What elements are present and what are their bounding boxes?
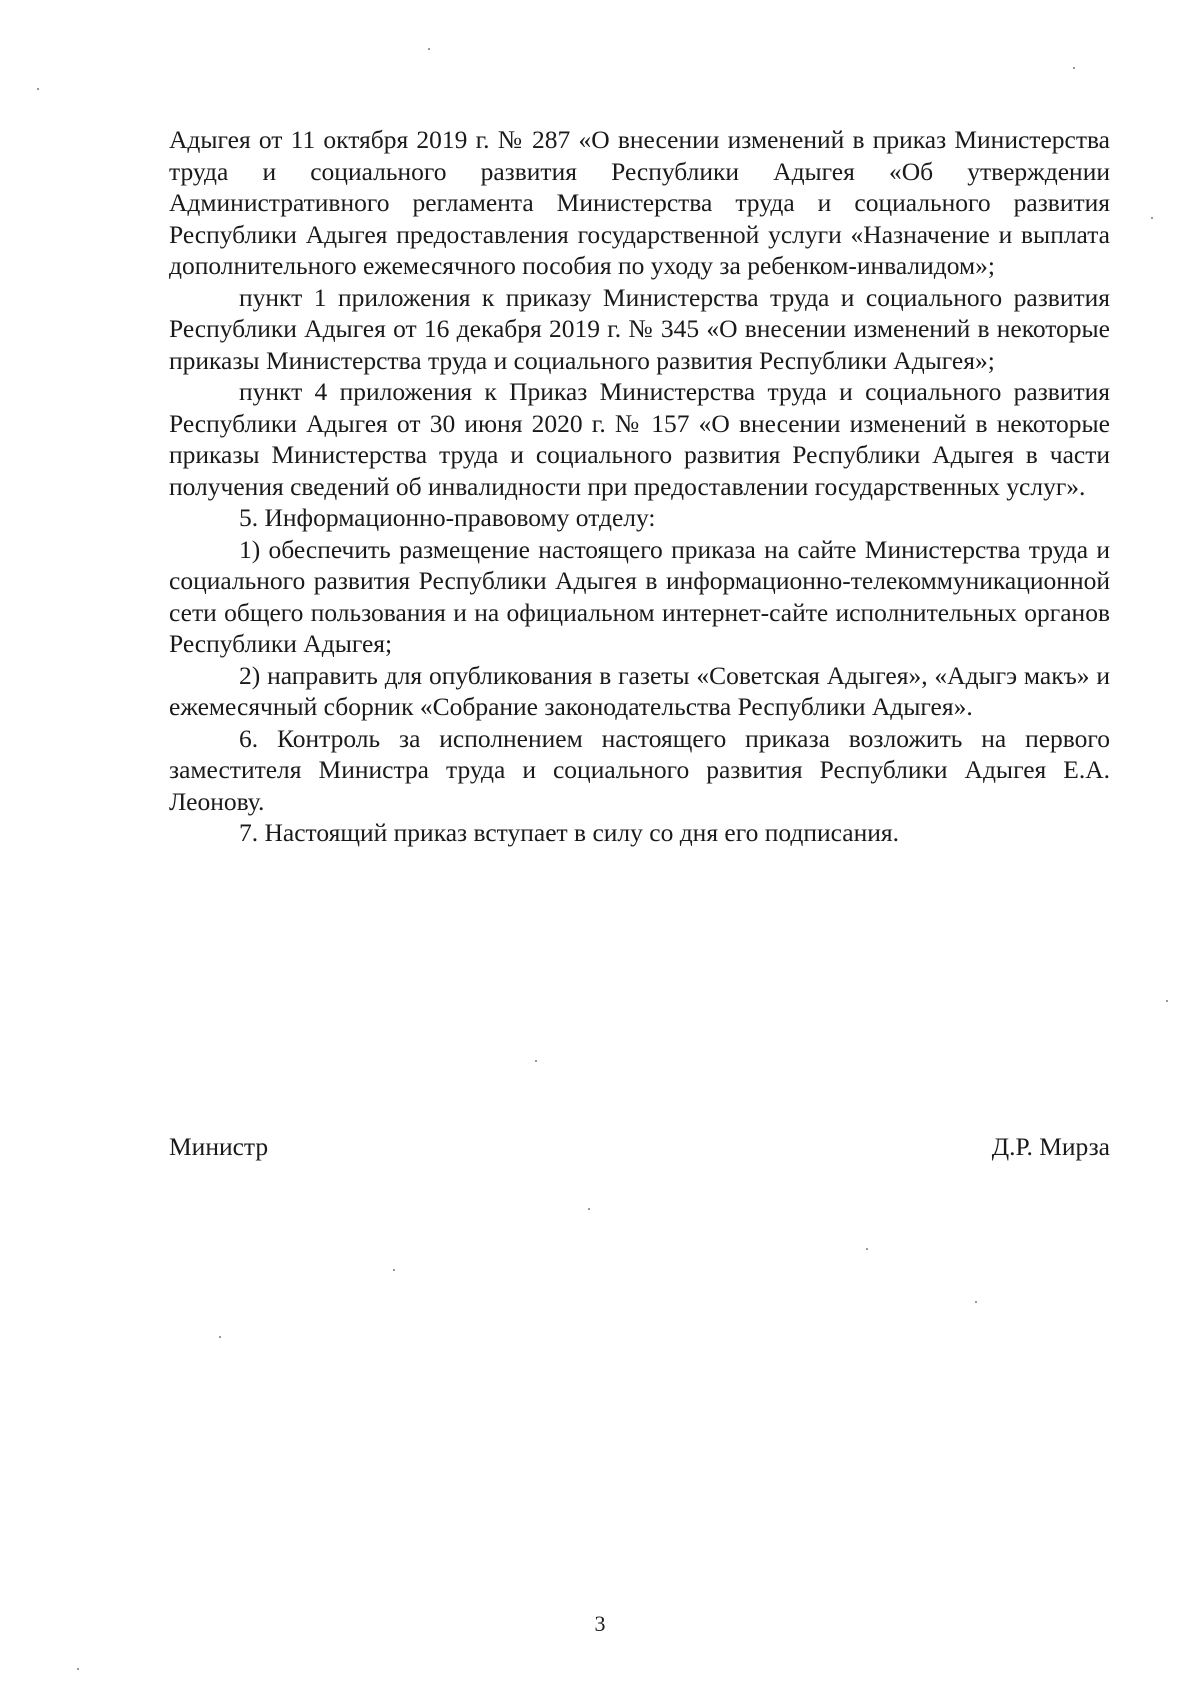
scan-speck [219, 1336, 221, 1338]
paragraph-item-4: пункт 4 приложения к Приказ Министерства труда и социального развития Республики Адыгея от 30 июня 2020 г. № 157 «О внесении изменений в некоторые приказы Министерства труда и социального развития Республики Адыгея в части получения сведений об инвалидности при предоставлении государственных услуг». [169, 377, 1110, 501]
scan-speck [1166, 1000, 1168, 1002]
paragraph-item-1: пункт 1 приложения к приказу Министерства труда и социального развития Республики Адыгея от 16 декабря 2019 г. № 345 «О внесении изменений в некоторые приказы Министерства труда и социального развития Республики Адыгея»; [169, 282, 1110, 375]
clause-5-heading: 5. Информационно-правовому отделу: [239, 503, 656, 532]
document-body [169, 124, 1110, 849]
clause-6: 6. Контроль за исполнением настоящего приказа возложить на первого заместителя Министра труда и социального развития Республики Адыгея Е.А. Леонову. [169, 723, 1110, 816]
paragraph-continuation: Адыгея от 11 октября 2019 г. № 287 «О внесении изменений в приказ Министерства труда и социального развития Республики Адыгея «Об утверждении Административного регламента Министерства труда и социального развития Республики Адыгея предоставления государственной услуги «Назначение и выплата дополнительного ежемесячного пособия по уходу за ребенком-инвалидом»; [169, 125, 1110, 280]
scan-speck [77, 1668, 79, 1670]
scan-speck [588, 1208, 590, 1210]
clause-5-subitem-1: 1) обеспечить размещение настоящего приказа на сайте Министерства труда и социального развития Республики Адыгея в информационно-телекоммуникационной сети общего пользования и на официальном интернет-сайте исполнительных органов Республики Адыгея; [169, 534, 1110, 658]
clause-5-subitem-2: 2) направить для опубликования в газеты «Советская Адыгея», «Адыгэ макъ» и ежемесячный сборник «Собрание законодательства Республики Адыгея». [169, 660, 1110, 721]
scan-speck [393, 1269, 395, 1271]
scan-speck [37, 88, 39, 90]
scan-speck [1151, 217, 1153, 219]
scan-speck [1073, 67, 1075, 69]
clause-7: 7. Настоящий приказ вступает в силу со дня его подписания. [239, 818, 899, 847]
signature-block [169, 1131, 1110, 1162]
signer-name: Д.Р. Мирза [991, 1132, 1110, 1161]
scan-speck [535, 1060, 537, 1062]
signer-position: Министр [169, 1132, 269, 1161]
scan-speck [428, 48, 430, 50]
page-number: 3 [594, 1611, 606, 1636]
scan-speck [866, 1248, 868, 1250]
scan-speck [975, 1301, 977, 1303]
